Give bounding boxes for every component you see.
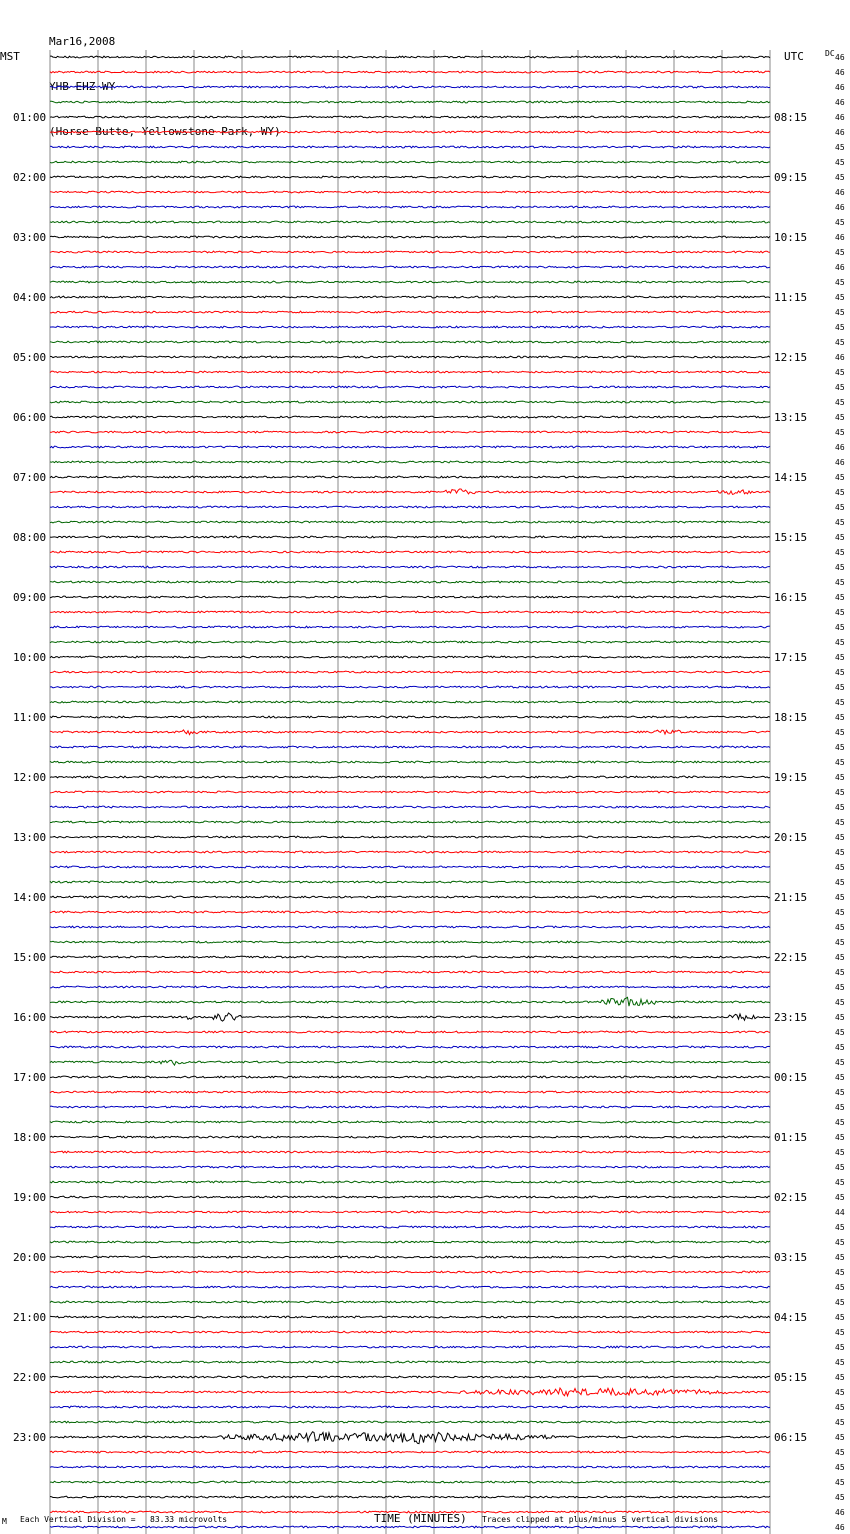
- right-hour-label: 15:15: [774, 531, 808, 544]
- dc-offset-label: 45: [835, 428, 845, 437]
- trace-line: [50, 881, 770, 883]
- dc-offset-label: 45: [835, 248, 845, 257]
- trace-line: [50, 326, 770, 328]
- trace-line: [50, 986, 770, 988]
- dc-offset-label: 45: [835, 1133, 845, 1142]
- trace-line: [50, 161, 770, 163]
- right-hour-label: 09:15: [774, 171, 808, 184]
- trace-line: [50, 446, 770, 448]
- dc-offset-label: 45: [835, 1493, 845, 1502]
- dc-offset-label: 46: [835, 233, 845, 242]
- dc-offset-label: 45: [835, 593, 845, 602]
- right-hour-label: 04:15: [774, 1311, 808, 1324]
- dc-offset-label: 45: [835, 1373, 845, 1382]
- trace-line: [50, 1121, 770, 1123]
- dc-offset-label: 46: [835, 128, 845, 137]
- trace-line: [50, 1406, 770, 1408]
- dc-offset-label: 45: [835, 518, 845, 527]
- left-hour-label: 22:00: [13, 1371, 47, 1384]
- trace-line: [50, 1076, 770, 1078]
- traces: [50, 56, 770, 1534]
- trace-line: [50, 461, 770, 463]
- left-hour-label: 23:00: [13, 1431, 47, 1444]
- dc-offset-label: 45: [835, 398, 845, 407]
- trace-line: [50, 1060, 770, 1065]
- dc-offset-label: 45: [835, 1163, 845, 1172]
- trace-line: [50, 1106, 770, 1108]
- trace-line: [50, 116, 770, 118]
- trace-line: [50, 611, 770, 613]
- dc-offset-label: 45: [835, 848, 845, 857]
- trace-line: [50, 671, 770, 673]
- dc-offset-label: 45: [835, 1313, 845, 1322]
- trace-line: [50, 581, 770, 583]
- trace-line: [50, 1388, 770, 1396]
- dc-offset-label: 45: [835, 1118, 845, 1127]
- trace-line: [50, 311, 770, 313]
- trace-line: [50, 997, 770, 1006]
- right-hour-label: 17:15: [774, 651, 808, 664]
- trace-line: [50, 626, 770, 628]
- left-hour-label: 21:00: [13, 1311, 47, 1324]
- trace-line: [50, 686, 770, 688]
- dc-offset-label: 46: [835, 203, 845, 212]
- dc-offset-label: 45: [835, 698, 845, 707]
- trace-line: [50, 1376, 770, 1378]
- left-hour-label: 17:00: [13, 1071, 47, 1084]
- trace-line: [50, 1526, 770, 1528]
- trace-line: [50, 1181, 770, 1183]
- left-hour-label: 12:00: [13, 771, 47, 784]
- trace-line: [50, 851, 770, 853]
- dc-offset-label: 45: [835, 1073, 845, 1082]
- dc-offset-label: 45: [835, 1478, 845, 1487]
- dc-offset-label: 45: [835, 938, 845, 947]
- dc-offset-label: 46: [835, 68, 845, 77]
- footer: [2, 1512, 718, 1526]
- dc-offset-label: 45: [835, 668, 845, 677]
- trace-line: [50, 356, 770, 358]
- dc-offset-label: 45: [835, 1328, 845, 1337]
- left-hour-label: 14:00: [13, 891, 47, 904]
- footer-scale: Each Vertical Division = 83.33 microvolts: [20, 1515, 228, 1524]
- dc-offset-label: 45: [835, 1388, 845, 1397]
- dc-offset-label: 45: [835, 1178, 845, 1187]
- trace-line: [50, 536, 770, 538]
- trace-line: [50, 926, 770, 928]
- trace-line: [50, 896, 770, 898]
- dc-offset-label: 45: [835, 803, 845, 812]
- dc-offset-label: 45: [835, 338, 845, 347]
- trace-line: [50, 206, 770, 208]
- left-hour-label: 10:00: [13, 651, 47, 664]
- left-hour-label: 05:00: [13, 351, 47, 364]
- trace-line: [50, 251, 770, 253]
- dc-offset-label: 46: [835, 1523, 845, 1532]
- dc-offset-label: 45: [835, 278, 845, 287]
- trace-line: [50, 761, 770, 763]
- footer-corner: M: [2, 1517, 7, 1526]
- trace-line: [50, 551, 770, 553]
- trace-line: [50, 1256, 770, 1258]
- dc-offset-label: 46: [835, 353, 845, 362]
- trace-line: [50, 131, 770, 133]
- dc-label: DC: [825, 49, 835, 58]
- right-hour-label: 06:15: [774, 1431, 808, 1444]
- dc-offset-label: 45: [835, 1268, 845, 1277]
- dc-offset-label: 45: [835, 653, 845, 662]
- dc-offset-label: 45: [835, 893, 845, 902]
- dc-offset-label: 45: [835, 413, 845, 422]
- trace-line: [50, 281, 770, 283]
- right-hour-label: 01:15: [774, 1131, 808, 1144]
- left-hour-label: 18:00: [13, 1131, 47, 1144]
- trace-line: [50, 911, 770, 913]
- trace-line: [50, 431, 770, 433]
- trace-line: [50, 1331, 770, 1333]
- right-hour-label: 20:15: [774, 831, 808, 844]
- trace-line: [50, 1091, 770, 1093]
- trace-line: [50, 956, 770, 958]
- trace-line: [50, 866, 770, 868]
- right-hour-label: 08:15: [774, 111, 808, 124]
- header-location: (Horse Butte, Yellowstone Park, WY): [49, 125, 281, 138]
- trace-line: [50, 86, 770, 88]
- dc-offset-label: 45: [835, 473, 845, 482]
- right-hour-label: 00:15: [774, 1071, 808, 1084]
- trace-line: [50, 971, 770, 973]
- dc-offset-label: 45: [835, 1433, 845, 1442]
- left-hour-label: 15:00: [13, 951, 47, 964]
- dc-offset-label: 45: [835, 533, 845, 542]
- dc-offset-label: 45: [835, 953, 845, 962]
- right-hour-label: 14:15: [774, 471, 808, 484]
- dc-offset-label: 45: [835, 623, 845, 632]
- trace-line: [50, 566, 770, 568]
- dc-offset-label: 45: [835, 218, 845, 227]
- dc-offset-label: 45: [835, 983, 845, 992]
- trace-line: [50, 416, 770, 418]
- trace-line: [50, 341, 770, 343]
- dc-offset-label: 45: [835, 908, 845, 917]
- trace-line: [50, 1196, 770, 1198]
- left-hour-label: 11:00: [13, 711, 47, 724]
- trace-line: [50, 521, 770, 523]
- left-hour-label: 20:00: [13, 1251, 47, 1264]
- dc-offset-label: 45: [835, 368, 845, 377]
- trace-line: [50, 1496, 770, 1498]
- trace-line: [50, 941, 770, 943]
- trace-line: [50, 1301, 770, 1303]
- trace-line: [50, 701, 770, 703]
- dc-offset-label: 45: [835, 998, 845, 1007]
- right-hour-label: 22:15: [774, 951, 808, 964]
- trace-line: [50, 191, 770, 193]
- dc-offset-label: 45: [835, 143, 845, 152]
- x-axis-title: TIME (MINUTES): [374, 1512, 467, 1525]
- dc-offset-label: 45: [835, 863, 845, 872]
- dc-offset-label: 45: [835, 743, 845, 752]
- trace-line: [50, 1166, 770, 1168]
- dc-offset-label: 45: [835, 1148, 845, 1157]
- dc-offset-label: 46: [835, 83, 845, 92]
- trace-line: [50, 730, 770, 735]
- trace-line: [50, 1451, 770, 1453]
- dc-offset-label: 45: [835, 293, 845, 302]
- dc-offset-label: 45: [835, 578, 845, 587]
- dc-offset-label: 45: [835, 1028, 845, 1037]
- right-timezone-label: UTC: [784, 50, 804, 63]
- dc-offset-label: 45: [835, 1448, 845, 1457]
- footer-clip: Traces clipped at plus/minus 5 vertical divisions: [482, 1515, 719, 1524]
- dc-offset-label: 45: [835, 308, 845, 317]
- trace-line: [50, 236, 770, 238]
- trace-line: [50, 371, 770, 373]
- left-hour-label: 06:00: [13, 411, 47, 424]
- dc-offset-label: 45: [835, 1193, 845, 1202]
- dc-offset-label: 45: [835, 1103, 845, 1112]
- dc-offset-label: 45: [835, 563, 845, 572]
- dc-offset-label: 46: [835, 263, 845, 272]
- left-hour-label: 01:00: [13, 111, 47, 124]
- dc-offset-label: 45: [835, 1283, 845, 1292]
- right-hour-label: 03:15: [774, 1251, 808, 1264]
- right-hour-label: 23:15: [774, 1011, 808, 1024]
- dc-offset-label: 45: [835, 773, 845, 782]
- left-hour-label: 07:00: [13, 471, 47, 484]
- trace-line: [50, 1466, 770, 1468]
- dc-offset-label: 45: [835, 158, 845, 167]
- dc-offset-label: 45: [835, 758, 845, 767]
- dc-offset-label: 45: [835, 1343, 845, 1352]
- right-hour-label: 11:15: [774, 291, 808, 304]
- trace-line: [50, 1151, 770, 1153]
- trace-line: [50, 1226, 770, 1228]
- right-hour-label: 18:15: [774, 711, 808, 724]
- header-date: Mar16,2008: [49, 35, 116, 48]
- dc-offset-label: 45: [835, 683, 845, 692]
- trace-line: [50, 776, 770, 778]
- trace-line: [50, 56, 770, 58]
- left-hour-label: 09:00: [13, 591, 47, 604]
- dc-offset-label: 44: [835, 1208, 845, 1217]
- dc-offset-label: 46: [835, 188, 845, 197]
- right-hour-label: 21:15: [774, 891, 808, 904]
- trace-line: [50, 1286, 770, 1288]
- dc-offset-label: 45: [835, 1358, 845, 1367]
- dc-offset-label: 45: [835, 608, 845, 617]
- trace-line: [50, 641, 770, 643]
- dc-offset-label: 45: [835, 548, 845, 557]
- right-hour-label: 10:15: [774, 231, 808, 244]
- dc-offset-label: 45: [835, 323, 845, 332]
- trace-line: [50, 821, 770, 823]
- trace-line: [50, 401, 770, 403]
- left-hour-label: 04:00: [13, 291, 47, 304]
- left-hour-label: 13:00: [13, 831, 47, 844]
- trace-line: [50, 1271, 770, 1273]
- dc-offset-label: 45: [835, 1298, 845, 1307]
- trace-line: [50, 101, 770, 103]
- trace-line: [50, 1013, 770, 1021]
- dc-offset-label: 45: [835, 638, 845, 647]
- trace-line: [50, 476, 770, 478]
- dc-offset-label: 45: [835, 173, 845, 182]
- trace-line: [50, 716, 770, 718]
- dc-offset-label: 45: [835, 1463, 845, 1472]
- trace-line: [50, 1481, 770, 1483]
- trace-line: [50, 386, 770, 388]
- dc-offset-label: 45: [835, 1223, 845, 1232]
- dc-offset-label: 45: [835, 1403, 845, 1412]
- trace-line: [50, 1421, 770, 1423]
- trace-line: [50, 746, 770, 748]
- dc-offset-label: 46: [835, 1508, 845, 1517]
- left-hour-label: 16:00: [13, 1011, 47, 1024]
- trace-line: [50, 1316, 770, 1318]
- dc-offset-label: 45: [835, 1058, 845, 1067]
- trace-line: [50, 1136, 770, 1138]
- dc-offset-label: 46: [835, 53, 845, 62]
- trace-line: [50, 1241, 770, 1243]
- trace-line: [50, 1346, 770, 1348]
- right-hour-label: 12:15: [774, 351, 808, 364]
- left-hour-label: 02:00: [13, 171, 47, 184]
- right-hour-label: 02:15: [774, 1191, 808, 1204]
- left-hour-label: 19:00: [13, 1191, 47, 1204]
- dc-offset-label: 45: [835, 788, 845, 797]
- trace-line: [50, 836, 770, 838]
- right-hour-label: 05:15: [774, 1371, 808, 1384]
- dc-offset-label: 45: [835, 1013, 845, 1022]
- dc-offset-label: 46: [835, 458, 845, 467]
- trace-line: [50, 1031, 770, 1033]
- dc-offset-label: 45: [835, 1238, 845, 1247]
- dc-offset-label: 45: [835, 713, 845, 722]
- dc-offset-label: 45: [835, 818, 845, 827]
- trace-line: [50, 489, 770, 494]
- dc-offset-label: 45: [835, 878, 845, 887]
- dc-offset-label: 45: [835, 728, 845, 737]
- right-hour-label: 13:15: [774, 411, 808, 424]
- trace-line: [50, 806, 770, 808]
- right-hour-label: 19:15: [774, 771, 808, 784]
- dc-offset-label: 45: [835, 923, 845, 932]
- dc-offset-label: 45: [835, 1043, 845, 1052]
- trace-line: [50, 146, 770, 148]
- trace-line: [50, 656, 770, 658]
- left-hour-label: 03:00: [13, 231, 47, 244]
- dc-offset-label: 45: [835, 1253, 845, 1262]
- trace-line: [50, 266, 770, 268]
- trace-line: [50, 296, 770, 298]
- left-timezone-label: MST: [0, 50, 20, 63]
- dc-offset-label: 45: [835, 1418, 845, 1427]
- trace-line: [50, 71, 770, 73]
- trace-line: [50, 1361, 770, 1363]
- trace-line: [50, 1046, 770, 1048]
- trace-line: [50, 506, 770, 508]
- dc-offset-label: 45: [835, 968, 845, 977]
- trace-line: [50, 1432, 770, 1444]
- dc-offset-label: 45: [835, 383, 845, 392]
- trace-line: [50, 1211, 770, 1213]
- dc-offset-label: 45: [835, 1088, 845, 1097]
- header-station: YHB EHZ WY: [49, 80, 116, 93]
- trace-line: [50, 221, 770, 223]
- dc-offset-label: 45: [835, 833, 845, 842]
- right-hour-label: 16:15: [774, 591, 808, 604]
- trace-line: [50, 596, 770, 598]
- trace-line: [50, 791, 770, 793]
- left-hour-label: 08:00: [13, 531, 47, 544]
- dc-offset-label: 46: [835, 98, 845, 107]
- dc-offset-label: 45: [835, 488, 845, 497]
- dc-offset-label: 45: [835, 503, 845, 512]
- dc-offset-label: 46: [835, 443, 845, 452]
- trace-line: [50, 176, 770, 178]
- dc-offset-label: 46: [835, 113, 845, 122]
